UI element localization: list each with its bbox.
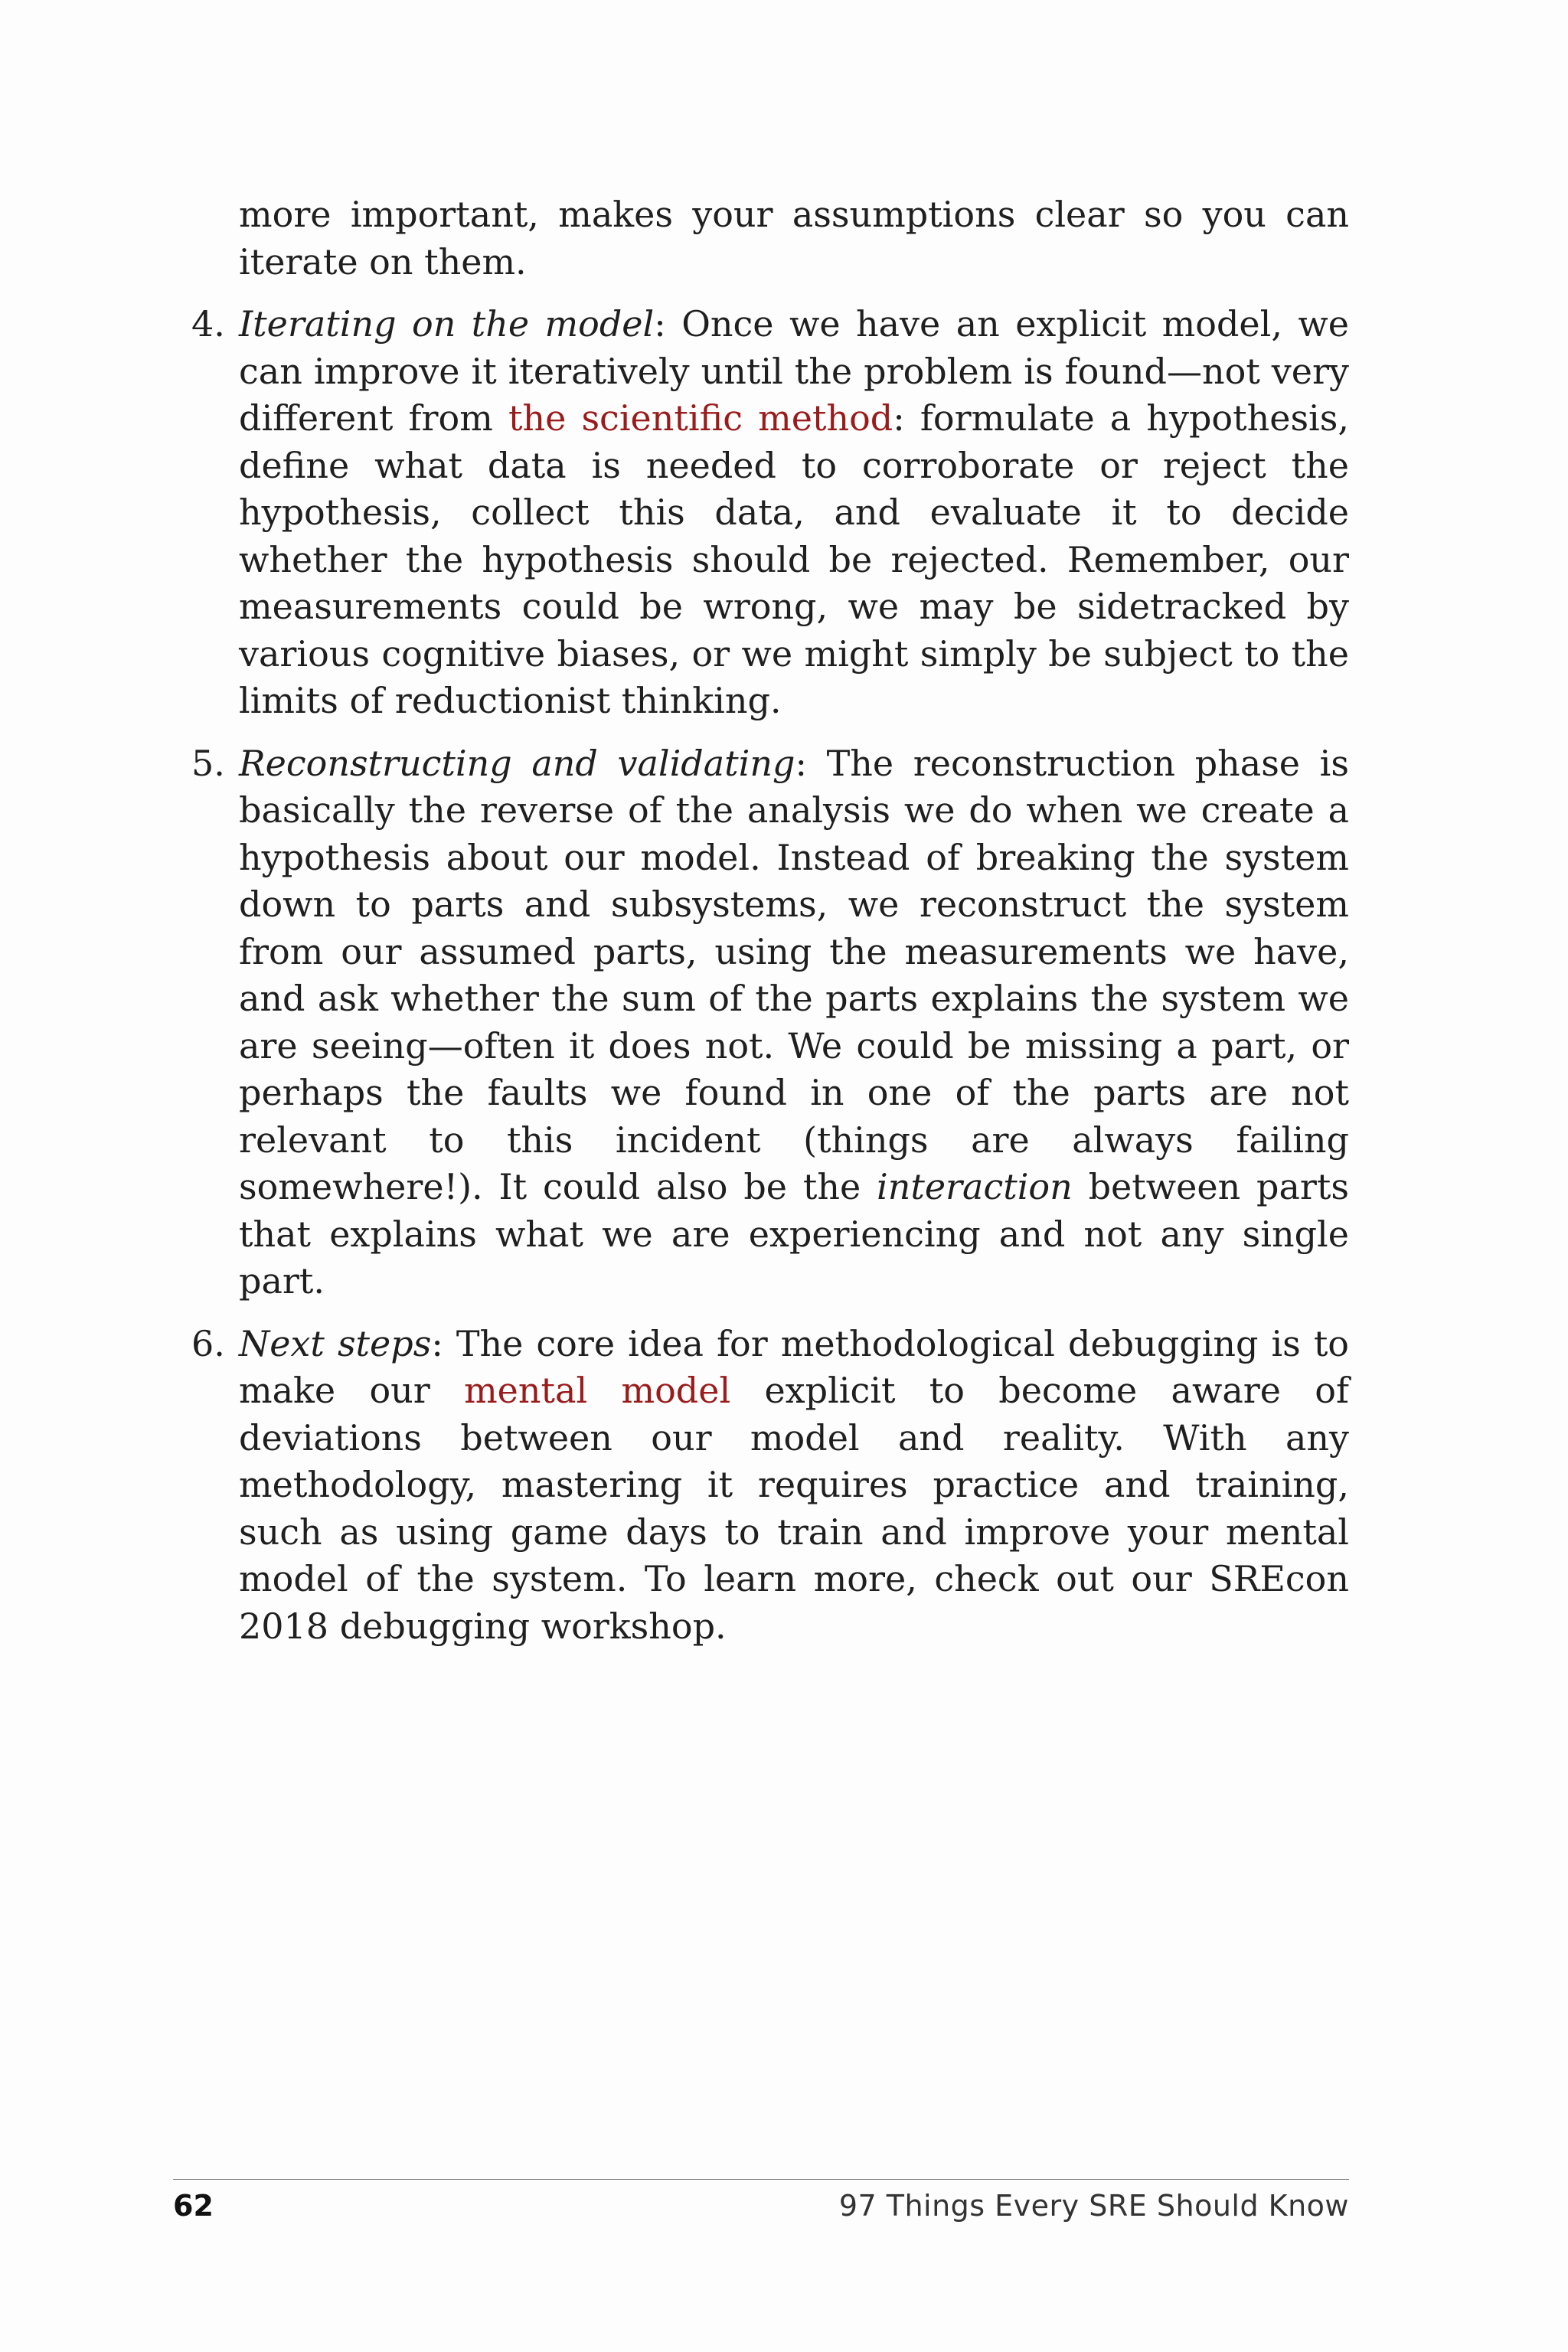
list-number: 5. <box>191 742 225 784</box>
item-text: : The core idea for methodological debugging is to make our <box>239 1322 1350 1411</box>
list-item-5 <box>191 740 1349 1305</box>
list-number: 6. <box>191 1322 225 1364</box>
item-text: explicit to become aware of deviations between our model and reality. With any methodology, mastering it requires practice and training, such as using game days to train and improve your mental model of the system. To learn more, check out our SREcon 2018 debugging workshop. <box>239 1370 1349 1647</box>
list-item-6 <box>191 1321 1350 1651</box>
main-content <box>191 191 1350 1650</box>
list-item-text <box>239 1321 1349 1651</box>
item-text: : The reconstruction phase is basically the reverse of the analysis we do when we create a hypothesis about our model. Instead of breaking the system down to parts and subsystems, we reconstruct the system from our assumed parts, using the measurements we have, and ask whether the sum of the parts explains the system we are seeing—often it does not. We could be missing a part, or perhaps the faults we found in one of the parts are not relevant to this incident (things are always failing somewhere!). It could also be the <box>239 742 1349 1207</box>
item-term: Iterating on the model <box>239 303 655 345</box>
item-text: : Once we have an explicit model, we can improve it iteratively until the problem is found—not very different from <box>239 303 1349 439</box>
item-text: between parts that explains what we are experiencing and not any single part. <box>239 1166 1349 1302</box>
list-item-4 <box>191 301 1349 725</box>
list-item-text <box>239 740 1349 1305</box>
item-term: Next steps <box>239 1322 432 1364</box>
list-number: 4. <box>191 303 225 345</box>
item-term: Reconstructing and validating <box>239 742 795 784</box>
intro-paragraph: more important, makes your assumptions clear so you can iterate on them. <box>239 194 1349 283</box>
book-title: 97 Things Every SRE Should Know <box>838 2189 1349 2223</box>
mental-model-link[interactable]: mental model <box>464 1370 731 1411</box>
item-emphasis: interaction <box>877 1166 1073 1207</box>
list-item-text <box>239 301 1349 725</box>
page-footer <box>173 2179 1349 2223</box>
scientific-method-link[interactable]: the scientific method <box>508 397 893 439</box>
item-text: : formulate a hypothesis, define what data is needed to corroborate or reject the hypothesis, collect this data, and evaluate it to decide whether the hypothesis should be rejected. Remember, our measurements could be wrong, we may be sidetracked by various cognitive biases, or we might simply be subject to the limits of reductionist thinking. <box>239 397 1349 721</box>
page-number: 62 <box>173 2189 214 2223</box>
